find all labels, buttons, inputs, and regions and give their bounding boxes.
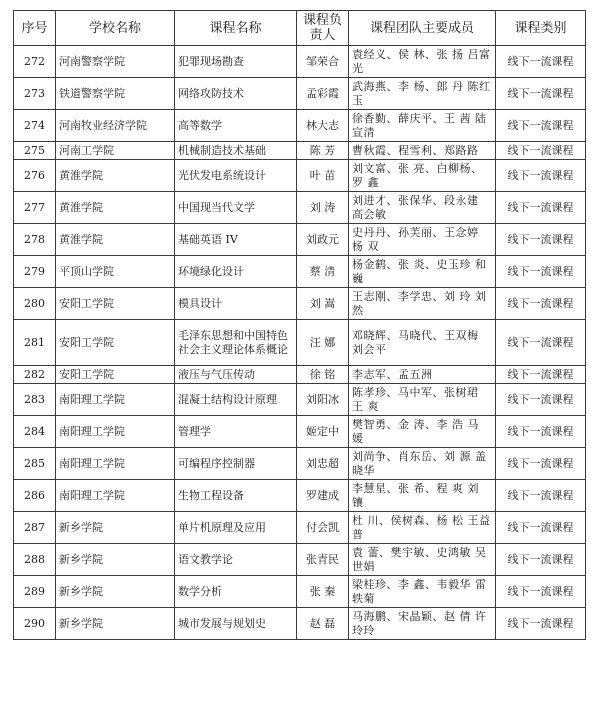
- row-number: 278: [14, 224, 56, 256]
- team-members: 王志刚、李学忠、刘 玲 刘 然: [349, 288, 496, 320]
- course-leader: 姬定中: [297, 416, 349, 448]
- course-leader: 蔡 清: [297, 256, 349, 288]
- school-name: 新乡学院: [56, 576, 175, 608]
- table-row: [14, 512, 586, 544]
- team-members: 李志军、孟五洲: [349, 366, 496, 384]
- course-leader: 邹荣合: [297, 46, 349, 78]
- school-name: 安阳工学院: [56, 366, 175, 384]
- school-name: 黄淮学院: [56, 192, 175, 224]
- course-name: 中国现当代文学: [175, 192, 297, 224]
- team-members: 刘文富、张 亮、白柳杨、罗 鑫: [349, 160, 496, 192]
- school-name: 南阳理工学院: [56, 480, 175, 512]
- course-leader: 刘 嵩: [297, 288, 349, 320]
- school-name: 河南牧业经济学院: [56, 110, 175, 142]
- table-row: [14, 384, 586, 416]
- team-members: 刘进才、张保华、段永建 高会敏: [349, 192, 496, 224]
- table-row: [14, 366, 586, 384]
- course-name: 高等数学: [175, 110, 297, 142]
- row-number: 276: [14, 160, 56, 192]
- row-number: 273: [14, 78, 56, 110]
- team-members: 马海鹏、宋晶颖、赵 倩 许玲玲: [349, 608, 496, 640]
- course-type: 线下一流课程: [496, 78, 586, 110]
- row-number: 280: [14, 288, 56, 320]
- course-leader: 刘政元: [297, 224, 349, 256]
- course-type: 线下一流课程: [496, 576, 586, 608]
- course-type: 线下一流课程: [496, 110, 586, 142]
- course-type: 线下一流课程: [496, 46, 586, 78]
- table-row: [14, 544, 586, 576]
- row-number: 272: [14, 46, 56, 78]
- school-name: 南阳理工学院: [56, 448, 175, 480]
- school-name: 河南工学院: [56, 142, 175, 160]
- table-row: [14, 160, 586, 192]
- course-type: 线下一流课程: [496, 448, 586, 480]
- table-row: [14, 448, 586, 480]
- school-name: 安阳工学院: [56, 320, 175, 366]
- table-row: [14, 320, 586, 366]
- school-name: 安阳工学院: [56, 288, 175, 320]
- course-type: 线下一流课程: [496, 320, 586, 366]
- course-leader: 赵 磊: [297, 608, 349, 640]
- school-name: 新乡学院: [56, 608, 175, 640]
- table-row: [14, 480, 586, 512]
- course-name: 可编程序控制器: [175, 448, 297, 480]
- team-members: 梁桂珍、李 鑫、韦毅华 雷轶菊: [349, 576, 496, 608]
- row-number: 284: [14, 416, 56, 448]
- course-name: 生物工程设备: [175, 480, 297, 512]
- school-name: 河南警察学院: [56, 46, 175, 78]
- course-type: 线下一流课程: [496, 366, 586, 384]
- team-members: 史丹丹、孙芙丽、王念婷 杨 双: [349, 224, 496, 256]
- course-type: 线下一流课程: [496, 288, 586, 320]
- school-name: 平顶山学院: [56, 256, 175, 288]
- course-leader: 汪 娜: [297, 320, 349, 366]
- course-name: 单片机原理及应用: [175, 512, 297, 544]
- team-members: 徐香勤、薛庆平、王 茜 陆宣清: [349, 110, 496, 142]
- table-row: [14, 142, 586, 160]
- course-name: 城市发展与规划史: [175, 608, 297, 640]
- team-members: 李慧星、张 希、程 爽 刘 镶: [349, 480, 496, 512]
- header-leader: 课程负责人: [297, 11, 349, 46]
- team-members: 邓晓辉、马晓代、王双梅 刘会平: [349, 320, 496, 366]
- table-row: [14, 608, 586, 640]
- course-leader: 叶 苗: [297, 160, 349, 192]
- team-members: 刘尚争、肖东岳、刘 源 盖晓华: [349, 448, 496, 480]
- course-type: 线下一流课程: [496, 512, 586, 544]
- table-body: [14, 46, 586, 640]
- course-name: 液压与气压传动: [175, 366, 297, 384]
- table-row: [14, 78, 586, 110]
- table-row: [14, 416, 586, 448]
- course-name: 基础英语 IV: [175, 224, 297, 256]
- row-number: 275: [14, 142, 56, 160]
- row-number: 282: [14, 366, 56, 384]
- course-leader: 刘阳冰: [297, 384, 349, 416]
- table-row: [14, 192, 586, 224]
- row-number: 289: [14, 576, 56, 608]
- course-leader: 刘 涛: [297, 192, 349, 224]
- team-members: 曹秋霞、程雪利、郑路路: [349, 142, 496, 160]
- team-members: 袁经义、侯 林、张 扬 吕富光: [349, 46, 496, 78]
- course-type: 线下一流课程: [496, 224, 586, 256]
- table-row: [14, 256, 586, 288]
- team-members: 杜 川、侯树森、杨 松 王益普: [349, 512, 496, 544]
- course-name: 数学分析: [175, 576, 297, 608]
- course-name: 机械制造技术基础: [175, 142, 297, 160]
- row-number: 283: [14, 384, 56, 416]
- school-name: 南阳理工学院: [56, 416, 175, 448]
- team-members: 杨金鹤、张 炎、史玉珍 和 巍: [349, 256, 496, 288]
- table-row: [14, 288, 586, 320]
- course-leader: 徐 铭: [297, 366, 349, 384]
- table-row: [14, 576, 586, 608]
- row-number: 287: [14, 512, 56, 544]
- course-name: 网络攻防技术: [175, 78, 297, 110]
- course-name: 模具设计: [175, 288, 297, 320]
- course-leader: 张青民: [297, 544, 349, 576]
- team-members: 武海燕、李 杨、郎 丹 陈红玉: [349, 78, 496, 110]
- school-name: 黄淮学院: [56, 224, 175, 256]
- course-leader: 张 秦: [297, 576, 349, 608]
- course-name: 管理学: [175, 416, 297, 448]
- school-name: 新乡学院: [56, 512, 175, 544]
- school-name: 铁道警察学院: [56, 78, 175, 110]
- table-row: [14, 110, 586, 142]
- header-course: 课程名称: [175, 11, 297, 46]
- row-number: 288: [14, 544, 56, 576]
- course-type: 线下一流课程: [496, 142, 586, 160]
- school-name: 新乡学院: [56, 544, 175, 576]
- header-type: 课程类别: [496, 11, 586, 46]
- course-table: [13, 10, 586, 640]
- course-type: 线下一流课程: [496, 256, 586, 288]
- header-row: [14, 11, 586, 46]
- team-members: 樊智勇、金 涛、李 浩 马 媛: [349, 416, 496, 448]
- course-name: 混凝土结构设计原理: [175, 384, 297, 416]
- row-number: 281: [14, 320, 56, 366]
- course-name: 语文教学论: [175, 544, 297, 576]
- row-number: 279: [14, 256, 56, 288]
- course-leader: 付会凯: [297, 512, 349, 544]
- course-name: 犯罪现场勘查: [175, 46, 297, 78]
- row-number: 274: [14, 110, 56, 142]
- course-type: 线下一流课程: [496, 192, 586, 224]
- row-number: 286: [14, 480, 56, 512]
- course-type: 线下一流课程: [496, 608, 586, 640]
- course-type: 线下一流课程: [496, 480, 586, 512]
- course-leader: 林大志: [297, 110, 349, 142]
- course-leader: 刘忠超: [297, 448, 349, 480]
- course-type: 线下一流课程: [496, 384, 586, 416]
- course-leader: 陈 芳: [297, 142, 349, 160]
- row-number: 277: [14, 192, 56, 224]
- table-row: [14, 224, 586, 256]
- course-leader: 罗建成: [297, 480, 349, 512]
- header-school: 学校名称: [56, 11, 175, 46]
- team-members: 袁 蕾、樊宇敏、史鸿敏 吴世娟: [349, 544, 496, 576]
- row-number: 290: [14, 608, 56, 640]
- course-name: 环境绿化设计: [175, 256, 297, 288]
- header-team: 课程团队主要成员: [349, 11, 496, 46]
- course-type: 线下一流课程: [496, 160, 586, 192]
- course-leader: 孟彩霞: [297, 78, 349, 110]
- table-row: [14, 46, 586, 78]
- course-type: 线下一流课程: [496, 544, 586, 576]
- header-no: 序号: [14, 11, 56, 46]
- school-name: 黄淮学院: [56, 160, 175, 192]
- school-name: 南阳理工学院: [56, 384, 175, 416]
- course-type: 线下一流课程: [496, 416, 586, 448]
- course-name: 光伏发电系统设计: [175, 160, 297, 192]
- course-name: 毛泽东思想和中国特色社会主义理论体系概论: [175, 320, 297, 366]
- row-number: 285: [14, 448, 56, 480]
- team-members: 陈孝珍、马中军、张树珺 王 爽: [349, 384, 496, 416]
